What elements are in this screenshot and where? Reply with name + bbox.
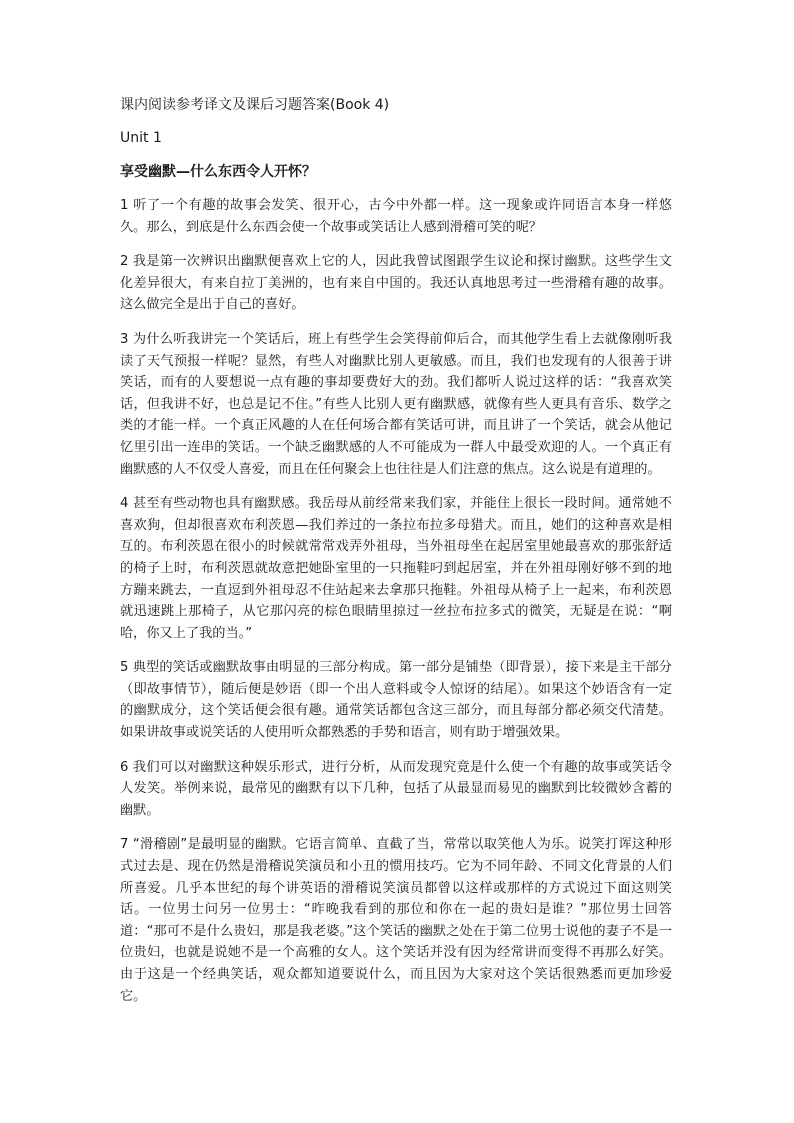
paragraph-5: 5 典型的笑话或幽默故事由明显的三部分构成。第一部分是铺垫（即背景），接下来是主干部分（即故事情节），随后便是妙语（即一个出人意料或令人惊讶的结尾）。如果这个妙语含有一定的幽默成分，这个笑话便会很有趣。通常笑话都包含这三部分，而且每部分都必须交代清楚。如果讲故事或说笑话的人使用听众都熟悉的手势和语言，则有助于增强效果。 <box>120 660 672 741</box>
paragraph-2: 2 我是第一次辨识出幽默便喜欢上它的人，因此我曾试图跟学生议论和探讨幽默。这些学生文化差异很大，有来自拉丁美洲的，也有来自中国的。我还认真地思考过一些滑稽有趣的故事。这么做完全是出于自己的喜好。 <box>120 254 672 313</box>
section-title: 享受幽默—什么东西令人开怀？ <box>120 164 316 180</box>
document-title: 课内阅读参考译文及课后习题答案(Book 4) <box>120 97 390 113</box>
unit-label: Unit 1 <box>120 130 162 146</box>
paragraph-6: 6 我们可以对幽默这种娱乐形式，进行分析，从而发现究竟是什么使一个有趣的故事或笑话令人发笑。举例来说，最常见的幽默有以下几种，包括了从最显而易见的幽默到比较微妙含蓄的幽默。 <box>120 759 672 818</box>
paragraph-1: 1 听了一个有趣的故事会发笑、很开心，古今中外都一样。这一现象或许同语言本身一样悠久。那么，到底是什么东西会使一个故事或笑话让人感到滑稽可笑的呢？ <box>120 198 672 235</box>
document-page <box>120 94 672 1020</box>
paragraph-3: 3 为什么听我讲完一个笑话后，班上有些学生会笑得前仰后合，而其他学生看上去就像刚听我读了天气预报一样呢？显然，有些人对幽默比别人更敏感。而且，我们也发现有的人很善于讲笑话，而有的人要想说一点有趣的事却要费好大的劲。我们都听人说过这样的话：“我喜欢笑话，但我讲不好，也总是记不住。”有些人比别人更有幽默感，就像有些人更具有音乐、数学之类的才能一样。一个真正风趣的人在任何场合都有笑话可讲，而且讲了一个笑话，就会从他记忆里引出一连串的笑话。一个缺乏幽默感的人不可能成为一群人中最受欢迎的人。一个真正有幽默感的人不仅受人喜爱，而且在任何聚会上也往往是人们注意的焦点。这么说是有道理的。 <box>120 331 672 477</box>
paragraph-7: 7 “滑稽剧”是最明显的幽默。它语言简单、直截了当，常常以取笑他人为乐。说笑打诨这种形式过去是、现在仍然是滑稽说笑演员和小丑的惯用技巧。它为不同年龄、不同文化背景的人们所喜爱。几乎本世纪的每个讲英语的滑稽说笑演员都曾以这样或那样的方式说过下面这则笑话。一位男士问另一位男士：“昨晚我看到的那位和你在一起的贵妇是谁？”那位男士回答道：“那可不是什么贵妇，那是我老婆。”这个笑话的幽默之处在于第二位男士说他的妻子不是一位贵妇，也就是说她不是一个高雅的女人。这个笑话并没有因为经常讲而变得不再那么好笑。由于这是一个经典笑话，观众都知道要说什么，而且因为大家对这个笑话很熟悉而更加珍爱它。 <box>120 837 672 1004</box>
paragraph-4: 4 甚至有些动物也具有幽默感。我岳母从前经常来我们家，并能住上很长一段时间。通常她不喜欢狗，但却很喜欢布利茨恩—我们养过的一条拉布拉多母猎犬。而且，她们的这种喜欢是相互的。布利茨恩在很小的时候就常常戏弄外祖母，当外祖母坐在起居室里她最喜欢的那张舒适的椅子上时，布利茨恩就故意把她卧室里的一只拖鞋叼到起居室，并在外祖母刚好够不到的地方蹦来跳去，一直逗到外祖母忍不住站起来去拿那只拖鞋。外祖母从椅子上一起来，布利茨恩就迅速跳上那椅子，从它那闪亮的棕色眼睛里掠过一丝拉布拉多式的微笑，无疑是在说：“啊哈，你又上了我的当。” <box>120 496 672 641</box>
